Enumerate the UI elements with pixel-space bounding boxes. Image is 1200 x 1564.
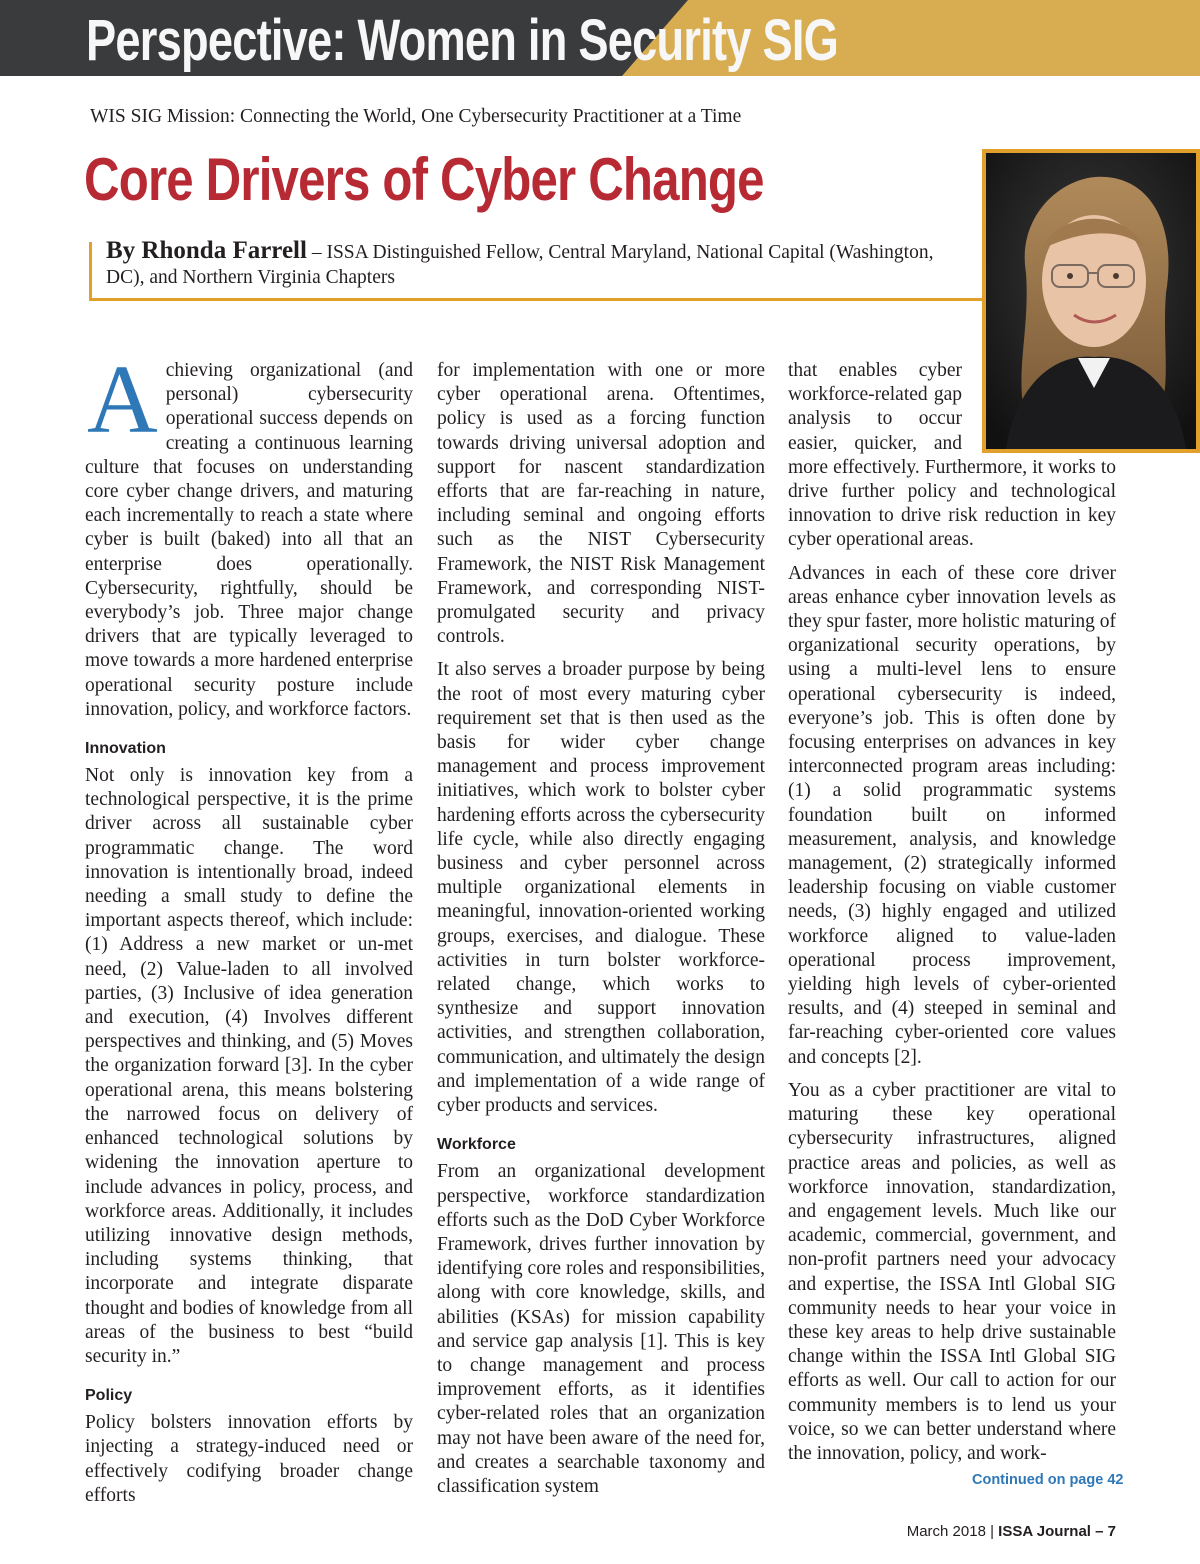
workforce-paragraph: From an organizational development perspective, workforce standardization efforts such as the DoD Cyber Workforce Framework, drives further innovation by identifying core roles and responsibilities, along with core knowledge, skills, and abilities (KSAs) for mission capability and service gap analysis [1]. This is key to change management and process improvement efforts, as it identifies cyber-related roles that an organization may not have been aware of the need for, and creates a searchable taxonomy and classification system xyxy=(437,1161,765,1497)
column-2 xyxy=(437,359,765,1508)
journal-page: ISSA Journal – 7 xyxy=(998,1523,1116,1540)
policy-paragraph-2: It also serves a broader purpose by being the root of most every maturing cyber requirement set that is then used as the basis for wider cyber change management and process improvement initiatives, which work to bolster cyber hardening efforts across the cybersecurity life cycle, while also directly engaging business and cyber personnel across multiple organizational elements in meaningful, innovation-oriented working groups, exercises, and dialogue. These activities in turn bolster workforce-related change, which works to synthesize and support innovation activities, and strengthen collaboration, communication, and ultimately the design and implementation of a wide range of cyber products and services. xyxy=(437,659,765,1117)
column-3 xyxy=(788,359,1116,1475)
innovation-heading: Innovation xyxy=(85,740,166,758)
policy-paragraph-start: Policy bolsters innovation efforts by injecting a strategy-induced need or effectively codifying broader change efforts xyxy=(85,1412,413,1506)
byline-rule xyxy=(89,298,985,301)
policy-paragraph-continued: for implementation with one or more cyber operational arena. Oftentimes, policy is used as a forcing function towards driving universal adoption and support for nascent standardization efforts that are far-reaching in nature, including seminal and ongoing efforts such as the NIST Cybersecurity Framework, the NIST Risk Management Framework, and corresponding NIST-promulgated security and privacy controls. xyxy=(437,360,765,648)
policy-heading: Policy xyxy=(85,1387,133,1405)
advances-paragraph: Advances in each of these core driver areas enhance cyber innovation levels as they spur faster, more holistic maturing of organizational security operations, by using a multi-level lens to ensure operational cybersecurity is indeed, everyone’s job. This is often done by focusing enterprises on advances in key interconnected program areas including: (1) a solid programmatic systems foundation built on informed measurement, analysis, and knowledge management, (2) strategically informed leadership focusing on viable customer needs, (3) highly engaged and utilized workforce aligned to value-laden operational process improvement, yielding high levels of cyber-oriented results, and (4) steeped in seminal and far-reaching cyber-oriented core values and concepts [2]. xyxy=(788,562,1116,1068)
header-band xyxy=(0,0,1200,76)
section-title: Perspective: Women in Security SIG xyxy=(86,8,839,73)
byline-accent-bar xyxy=(89,242,92,298)
article-title: Core Drivers of Cyber Change xyxy=(84,146,764,213)
workforce-continued-text: that enables cyber workforce-related gap analysis to occur easier, quicker, and more effectively. Furthermore, it works to drive further policy and technological innovation to drive risk reduction in key cyber operational areas. xyxy=(788,360,1116,551)
workforce-paragraph-continued xyxy=(788,359,1116,553)
intro-text: chieving organizational (and personal) cybersecurity operational success depends on creating a continuous learning culture that focuses on understanding core cyber change drivers, and maturing each incrementally to reach a state where cyber is built (baked) into all that an enterprise does operationally. Cybersecurity, rightfully, should be everybody’s job. Three major change drivers that are typically leveraged to move towards a more hardened enterprise operational security posture include innovation, policy, and workforce factors. xyxy=(85,360,413,720)
photo-wrap-spacer xyxy=(962,359,1116,453)
intro-paragraph xyxy=(85,346,413,722)
call-to-action-paragraph: You as a cyber practitioner are vital to maturing these key operational cybersecurity infrastructures, aligned practice areas and policies, as well as workforce innovation, standardization, and engagement levels. Much like our academic, commercial, government, and non-profit partners need your advocacy and expertise, the ISSA Intl Global SIG community needs to hear your voice in these key areas to help drive sustainable change within the ISSA Intl Global SIG efforts as well. Our call to action for our community members is to lend us your voice, so we can better understand where the innovation, policy, and work- xyxy=(788,1079,1116,1464)
sig-mission: WIS SIG Mission: Connecting the World, One Cybersecurity Practitioner at a Time xyxy=(90,106,742,127)
continued-link[interactable]: Continued on page 42 xyxy=(972,1472,1124,1488)
page-footer xyxy=(907,1523,1116,1540)
byline xyxy=(106,238,966,290)
workforce-heading: Workforce xyxy=(437,1136,516,1154)
column-1 xyxy=(85,346,413,1517)
drop-cap: A xyxy=(87,346,158,454)
issue-date: March 2018 | xyxy=(906,1523,999,1540)
author-affiliation: – ISSA Distinguished Fellow, Central Maryland, National Capital (Washington, DC), and Northern Virginia Chapters xyxy=(106,242,934,288)
author-name: By Rhonda Farrell xyxy=(106,237,307,264)
innovation-paragraph: Not only is innovation key from a technological perspective, it is the prime driver across all sustainable cyber programmatic change. The word innovation is intentionally broad, indeed needing a small study to define the important aspects thereof, which include: (1) Address a new market or un-met need, (2) Value-laden to all involved parties, (3) Inclusive of idea generation and execution, (4) Involves different perspectives and thinking, and (5) Moves the organization forward [3]. In the cyber operational arena, this means bolstering the narrowed focus on delivery of enhanced technological solutions by widening the innovation aperture to include advances in policy, process, and workforce areas. Additionally, it includes utilizing innovative design methods, including systems thinking, that incorporate and integrate disparate thought and bodies of knowledge from all areas of the business to best “build security in.” xyxy=(85,765,413,1367)
